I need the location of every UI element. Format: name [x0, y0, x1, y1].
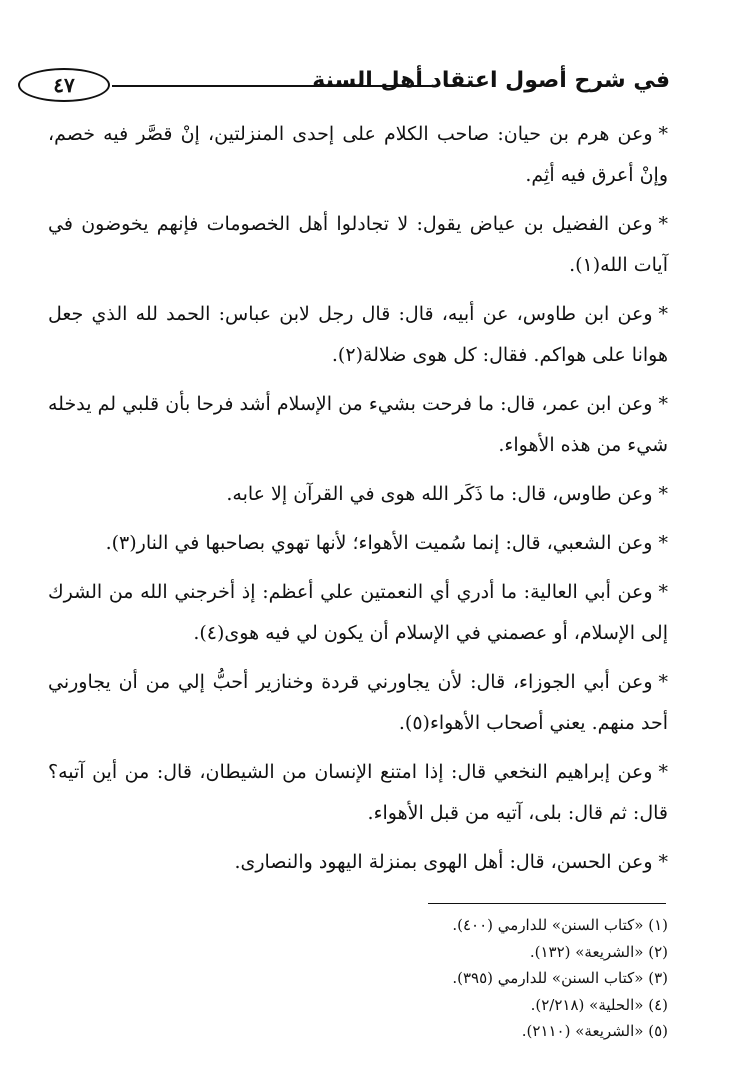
- footnotes: [68, 912, 668, 1045]
- paragraph-text: وعن هرم بن حيان: صاحب الكلام على إحدى المنزلتين، إنْ قصَّر فيه خصم، وإنْ أعرق فيه أثِم.: [48, 123, 668, 186]
- paragraph: [48, 523, 668, 564]
- star-bullet: *: [658, 483, 668, 505]
- star-bullet: *: [658, 393, 668, 415]
- footnote-separator: [428, 903, 666, 904]
- paragraph-text: وعن أبي العالية: ما أدري أي النعمتين علي أعظم: إذ أخرجني الله من الشرك إلى الإسلام، أو عصمني في الإسلام أن يكون لي فيه هوى(٤).: [48, 581, 668, 644]
- paragraph: [48, 662, 668, 744]
- star-bullet: *: [658, 532, 668, 554]
- star-bullet: *: [658, 761, 668, 783]
- paragraph-text: وعن الفضيل بن عياض يقول: لا تجادلوا أهل الخصومات فإنهم يخوضون في آيات الله(١).: [48, 213, 668, 276]
- paragraph: [48, 752, 668, 834]
- paragraph-text: وعن طاوس، قال: ما ذَكَر الله هوى في القرآن إلا عابه.: [226, 483, 653, 505]
- paragraph-text: وعن أبي الجوزاء، قال: لأن يجاورني قردة وخنازير أحبُّ إلي من أن يجاورني أحد منهم. يعني أصحاب الأهواء(٥).: [48, 671, 668, 734]
- footnote-item: (٣) «كتاب السنن» للدارمي (٣٩٥).: [452, 969, 668, 987]
- paragraph: [48, 384, 668, 466]
- paragraph: [48, 474, 668, 515]
- paragraph-text: وعن الحسن، قال: أهل الهوى بمنزلة اليهود والنصارى.: [234, 851, 653, 873]
- paragraph: [48, 204, 668, 286]
- footnote-item: (٢) «الشريعة» (١٣٢).: [529, 942, 668, 961]
- star-bullet: *: [658, 303, 668, 325]
- paragraph: [48, 114, 668, 196]
- paragraph: [48, 572, 668, 654]
- star-bullet: *: [658, 123, 668, 145]
- paragraph: [48, 294, 668, 376]
- star-bullet: *: [658, 213, 668, 235]
- star-bullet: *: [658, 671, 668, 693]
- star-bullet: *: [658, 581, 668, 603]
- star-bullet: *: [658, 851, 668, 873]
- footnote-item: (٥) «الشريعة» (٢١١٠).: [521, 1022, 668, 1040]
- footnote-item: (١) «كتاب السنن» للدارمي (٤٠٠).: [452, 916, 668, 934]
- footnote-item: (٤) «الحلية» (٢/٢١٨).: [530, 995, 668, 1014]
- paragraph-text: وعن ابن عمر، قال: ما فرحت بشيء من الإسلام أشد فرحا بأن قلبي لم يدخله شيء من هذه الأهواء.: [48, 393, 668, 456]
- paragraph-text: وعن ابن طاوس، عن أبيه، قال: قال رجل لابن عباس: الحمد لله الذي جعل هوانا على هواكم. فقال: كل هوى ضلالة(٢).: [48, 303, 668, 366]
- paragraph-text: وعن إبراهيم النخعي قال: إذا امتنع الإنسان من الشيطان، قال: من أين آتيه؟ قال: ثم قال: بلى، آتيه من قبل الأهواء.: [48, 761, 668, 824]
- body-text: [48, 114, 668, 891]
- page-number: ٤٧: [18, 68, 110, 102]
- paragraph-text: وعن الشعبي، قال: إنما سُميت الأهواء؛ لأنها تهوي بصاحبها في النار(٣).: [105, 532, 653, 554]
- paragraph: [48, 842, 668, 883]
- page-header: [18, 68, 670, 104]
- running-title: في شرح أصول اعتقاد أهل السنة: [312, 68, 670, 93]
